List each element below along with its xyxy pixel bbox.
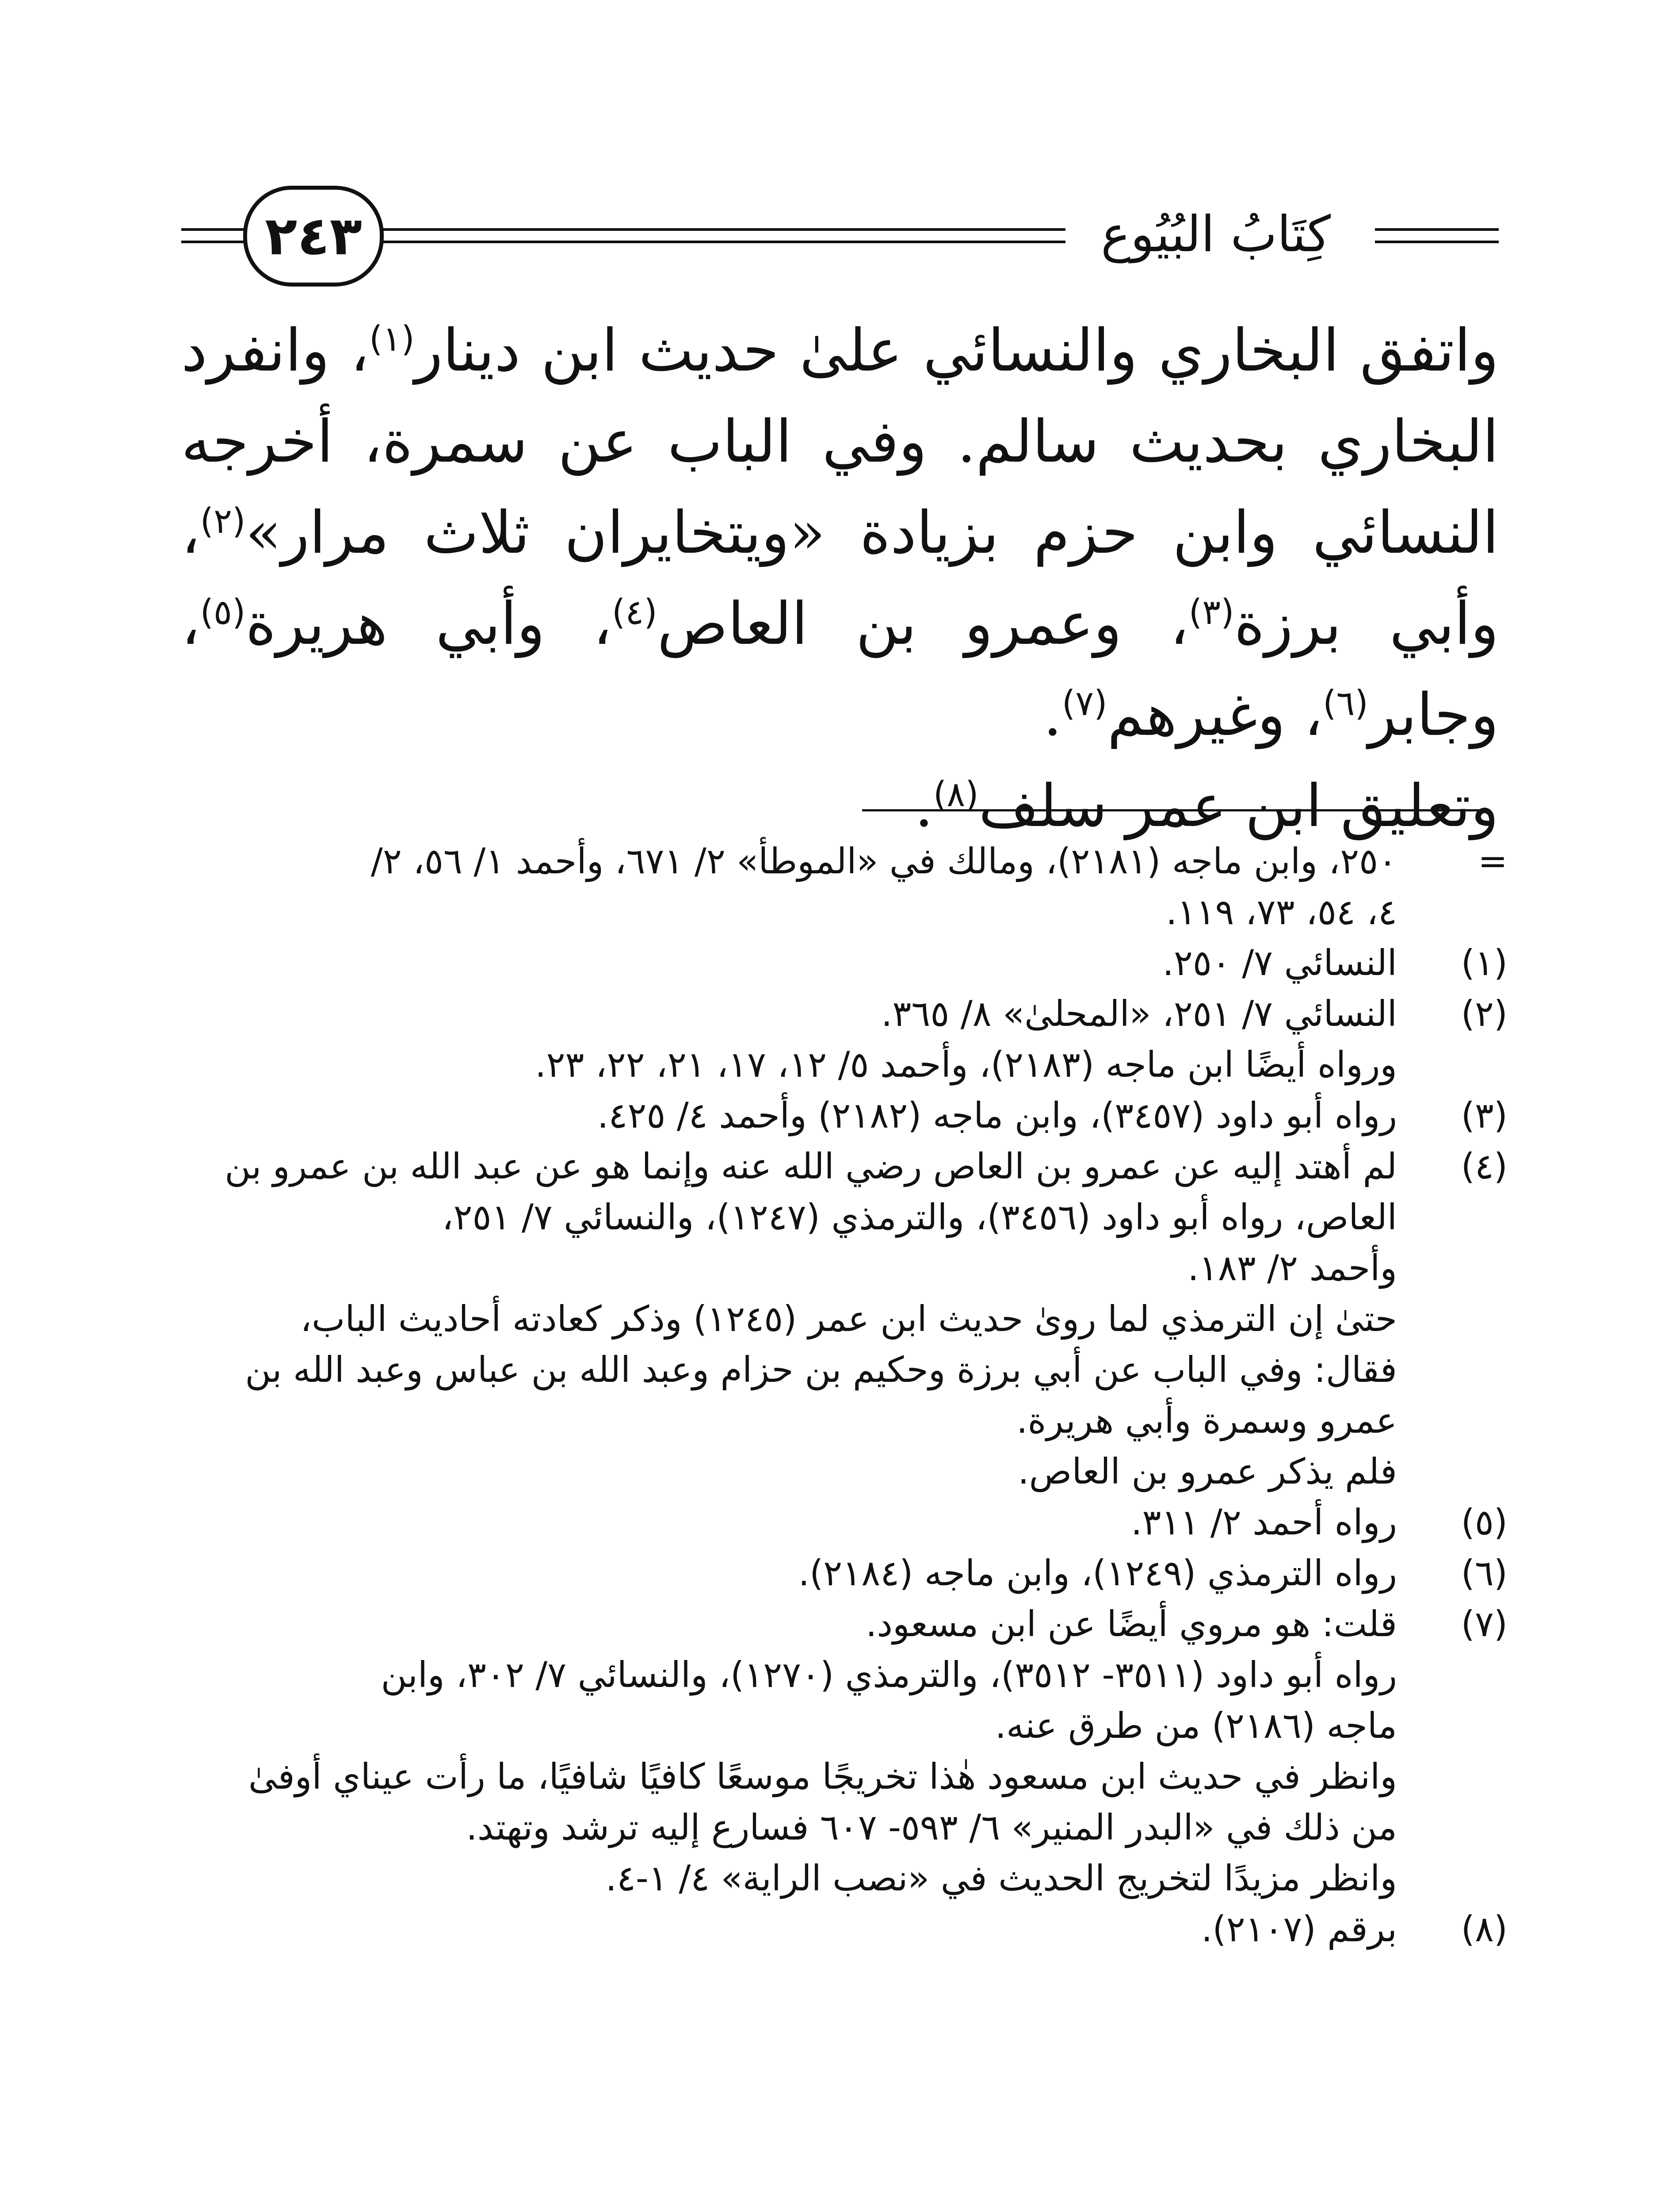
footnote-line: ٢٥٠، وابن ماجه (٢١٨١)، ومالك في «الموطأ» ٢/ ٦٧١، وأحمد ١/ ٥٦، ٢/ xyxy=(370,841,1397,882)
footnote-body xyxy=(181,1599,1397,1904)
footnote-line: رواه أحمد ٢/ ٣١١. xyxy=(1131,1502,1397,1543)
text-segment: . xyxy=(1043,681,1062,749)
footnote-line: حتىٰ إن الترمذي لما روىٰ حديث ابن عمر (١٢٤٥) وذكر كعادته أحاديث الباب، xyxy=(300,1298,1397,1339)
text-segment: ، وغيرهم xyxy=(1107,681,1323,749)
footnote-line: من ذلك في «البدر المنير» ٦/ ٥٩٣- ٦٠٧ فسارع إليه ترشد وتهتد. xyxy=(466,1807,1397,1848)
footnote-line: وانظر في حديث ابن مسعود هٰذا تخريجًا موسعًا كافيًا شافيًا، ما رأت عيناي أوفىٰ xyxy=(248,1756,1397,1797)
text-segment: ، وجابر xyxy=(181,590,1499,749)
footnote-body xyxy=(181,937,1397,988)
footnote-3 xyxy=(181,1090,1508,1141)
footnote-marker: (١) xyxy=(1461,942,1508,983)
footnote-1 xyxy=(181,937,1508,988)
footnote-line: فقال: وفي الباب عن أبي برزة وحكيم بن حزام وعبد الله بن عباس وعبد الله بن xyxy=(245,1349,1397,1390)
footnote-separator xyxy=(862,809,1485,811)
footnote-ref-3[interactable]: (٣) xyxy=(1188,593,1234,632)
text-segment: . xyxy=(914,772,933,840)
footnote-ref-8[interactable]: (٨) xyxy=(933,775,979,815)
footnote-marker: (٥) xyxy=(1461,1502,1508,1543)
footnote-marker: (٤) xyxy=(1461,1146,1508,1187)
footnote-ref-5[interactable]: (٥) xyxy=(200,593,246,632)
footnote-line: قلت: هو مروي أيضًا عن ابن مسعود. xyxy=(865,1603,1397,1645)
footnote-ref-4[interactable]: (٤) xyxy=(611,593,657,632)
footnote-line: وانظر مزيدًا لتخريج الحديث في «نصب الراية» ٤/ ١-٤. xyxy=(605,1858,1397,1899)
book-title: كِتَابُ البُيُوع xyxy=(1101,206,1331,263)
footnote-line: العاص، رواه أبو داود (٣٤٥٦)، والترمذي (١٢٤٧)، والنسائي ٧/ ٢٥١، xyxy=(442,1197,1397,1238)
footnote-line: رواه أبو داود (٣٥١١- ٣٥١٢)، والترمذي (١٢٧٠)، والنسائي ٧/ ٣٠٢، وابن xyxy=(381,1654,1397,1695)
main-paragraph xyxy=(181,305,1499,761)
running-header xyxy=(181,181,1499,305)
text-segment: وتعليق ابن عمر سلف xyxy=(978,772,1499,840)
footnote-line: ٤، ٥٤، ٧٣، ١١٩. xyxy=(1166,891,1397,933)
footnote-ref-7[interactable]: (٧) xyxy=(1061,684,1107,723)
footnote-marker: (٦) xyxy=(1461,1553,1508,1594)
footnote-2 xyxy=(181,988,1508,1090)
footnote-body xyxy=(181,988,1397,1090)
footnote-continuation xyxy=(181,836,1508,937)
footnote-line: عمرو وسمرة وأبي هريرة. xyxy=(1016,1400,1397,1441)
footnote-marker: = xyxy=(1478,841,1508,882)
main-text xyxy=(181,305,1499,840)
footnote-body xyxy=(181,1497,1397,1548)
text-segment: ، وانفرد البخاري بحديث سالم. وفي الباب عن سمرة، أخرجه النسائي وابن حزم بزيادة «ويتخايران ثلاث مرار» xyxy=(181,317,1499,567)
footnote-line: برقم (٢١٠٧). xyxy=(1201,1909,1397,1950)
header-rule-middle xyxy=(292,228,1065,243)
footnote-body xyxy=(181,1548,1397,1599)
text-segment: ، وأبي برزة xyxy=(181,499,1499,658)
text-segment: ، وعمرو بن العاص xyxy=(657,590,1189,658)
footnote-8 xyxy=(181,1904,1508,1955)
text-segment: واتفق البخاري والنسائي علىٰ حديث ابن دينار xyxy=(414,317,1499,385)
footnote-marker: (٢) xyxy=(1461,993,1508,1034)
footnote-6 xyxy=(181,1548,1508,1599)
footnote-line: النسائي ٧/ ٢٥٠. xyxy=(1162,942,1397,983)
footnote-ref-2[interactable]: (٢) xyxy=(200,501,246,541)
footnote-line: وأحمد ٢/ ١٨٣. xyxy=(1187,1247,1397,1289)
footnote-line: رواه أبو داود (٣٤٥٧)، وابن ماجه (٢١٨٢) وأحمد ٤/ ٤٢٥. xyxy=(597,1095,1397,1136)
footnote-line: فلم يذكر عمرو بن العاص. xyxy=(1018,1451,1397,1492)
footnote-body xyxy=(181,1090,1397,1141)
footnote-line: ورواه أيضًا ابن ماجه (٢١٨٣)، وأحمد ٥/ ١٢، ١٧، ٢١، ٢٢، ٢٣. xyxy=(535,1044,1397,1085)
footnote-4 xyxy=(181,1141,1508,1497)
footnote-5 xyxy=(181,1497,1508,1548)
header-rule-right xyxy=(1375,228,1499,243)
footnote-ref-1[interactable]: (١) xyxy=(369,319,415,359)
footnote-line: ماجه (٢١٨٦) من طرق عنه. xyxy=(995,1705,1397,1746)
footnote-marker: (٣) xyxy=(1461,1095,1508,1136)
text-segment: ، وأبي هريرة xyxy=(245,590,612,658)
footnotes xyxy=(181,836,1508,2211)
footnote-7 xyxy=(181,1599,1508,1904)
footnote-body xyxy=(181,1904,1397,1955)
footnote-line: النسائي ٧/ ٢٥١، «المحلىٰ» ٨/ ٣٦٥. xyxy=(881,993,1397,1034)
footnote-body xyxy=(181,1141,1397,1497)
footnote-line: لم أهتد إليه عن عمرو بن العاص رضي الله عنه وإنما هو عن عبد الله بن عمرو بن xyxy=(225,1146,1397,1187)
footnote-body xyxy=(181,836,1397,937)
footnote-line: رواه الترمذي (١٢٤٩)، وابن ماجه (٢١٨٤). xyxy=(798,1553,1397,1594)
page-number: ٢٤٣ xyxy=(243,186,384,287)
footnote-marker: (٨) xyxy=(1461,1909,1508,1950)
footnote-marker: (٧) xyxy=(1461,1603,1508,1645)
footnote-ref-6[interactable]: (٦) xyxy=(1323,684,1368,723)
